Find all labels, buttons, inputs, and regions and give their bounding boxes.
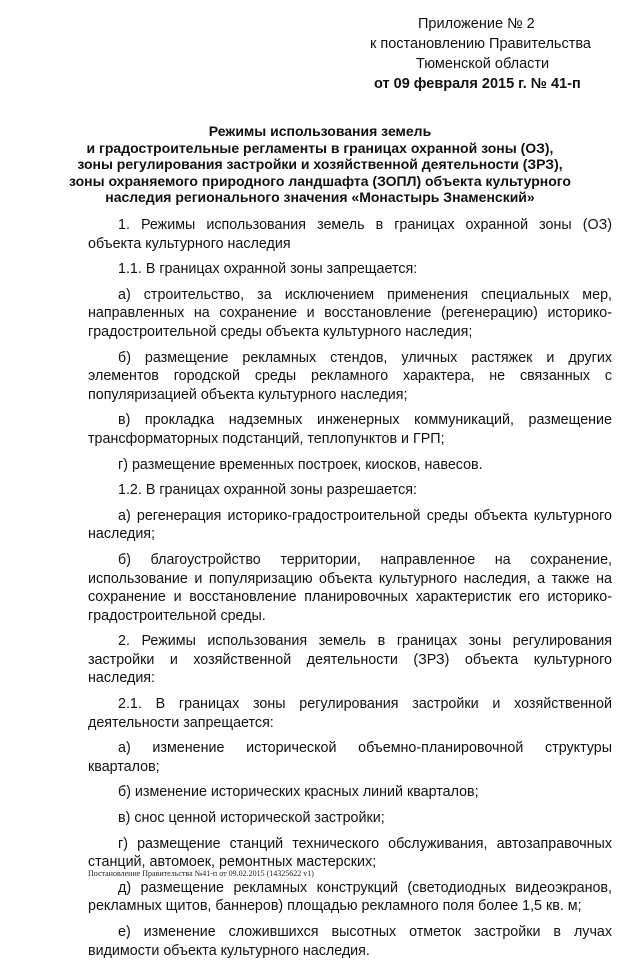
page-footer: Постановление Правительства №41-п от 09.02.2015 (14325622 v1): [88, 869, 314, 878]
title-line-2: и градостроительные регламенты в границах охранной зоны (ОЗ),: [86, 139, 554, 156]
appendix-number: Приложение № 2: [418, 16, 535, 32]
clause-2-1-b: б) изменение исторических красных линий кварталов;: [118, 784, 479, 801]
document-title: [60, 123, 580, 206]
clause-1-2-a: а) регенерация историко-градостроительной среды объекта культурного наследия;: [88, 507, 612, 543]
clause-1-2: 1.2. В границах охранной зоны разрешается:: [118, 482, 417, 499]
title-line-1: Режимы использования земель: [208, 123, 432, 139]
clause-2-1-e: е) изменение сложившихся высотных отметок застройки в лучах видимости объекта культурного наследия.: [88, 924, 612, 959]
clause-1-1-b: б) размещение рекламных стендов, уличных растяжек и других элементов городской среды рекламного характера, не связанных с популяризацией объекта культурного наследия;: [88, 349, 612, 403]
clause-2-1-a: а) изменение исторической объемно-планировочной структуры кварталов;: [88, 740, 612, 775]
clause-1-1: 1.1. В границах охранной зоны запрещается:: [118, 261, 418, 278]
appendix-header: [360, 14, 600, 94]
title-line-3: зоны регулирования застройки и хозяйственной деятельности (ЗРЗ),: [77, 156, 563, 172]
title-line-5: наследия регионального значения «Монастырь Знаменский»: [105, 189, 535, 205]
clause-2-1-v: в) снос ценной исторической застройки;: [118, 810, 385, 827]
clause-2-1-g: г) размещение станций технического обслуживания, автозаправочных станций, автомоек, ремонтных мастерских;: [88, 835, 612, 871]
clause-1-1-v: в) прокладка надземных инженерных коммуникаций, размещение трансформаторных подстанций, теплопунктов и ГРП;: [88, 412, 612, 447]
appendix-date-number: от 09 февраля 2015 г. № 41-п: [374, 76, 581, 92]
section-2-heading: 2. Режимы использования земель в границах зоны регулирования застройки и хозяйственной деятельности (ЗРЗ) объекта культурного наследия:: [88, 633, 612, 687]
document-body: [88, 216, 612, 967]
clause-1-1-g: г) размещение временных построек, киосков, навесов.: [118, 456, 483, 473]
title-line-4: зоны охраняемого природного ландшафта (ЗОПЛ) объекта культурного: [69, 172, 571, 189]
clause-1-1-a: а) строительство, за исключением применения специальных мер, направленных на сохранение и восстановление (регенерацию) историко-градостроительной среды объекта культурного наследия;: [88, 286, 612, 340]
appendix-decree-ref: к постановлению Правительства: [370, 36, 591, 52]
clause-2-1-d: д) размещение рекламных конструкций (светодиодных видеоэкранов, рекламных щитов, баннеров) площадью рекламного поля более 1,5 кв. м;: [88, 879, 612, 915]
clause-2-1: 2.1. В границах зоны регулирования застройки и хозяйственной деятельности запрещается:: [88, 696, 612, 731]
appendix-region: Тюменской области: [416, 56, 550, 72]
clause-1-2-b: б) благоустройство территории, направленное на сохранение, использование и популяризацию объекта культурного наследия, а также на сохранение и восстановление планировочных характеристик его историко-градостроительной среды.: [88, 551, 612, 624]
section-1-heading: 1. Режимы использования земель в границах охранной зоны (ОЗ) объекта культурного наследия: [88, 217, 612, 252]
